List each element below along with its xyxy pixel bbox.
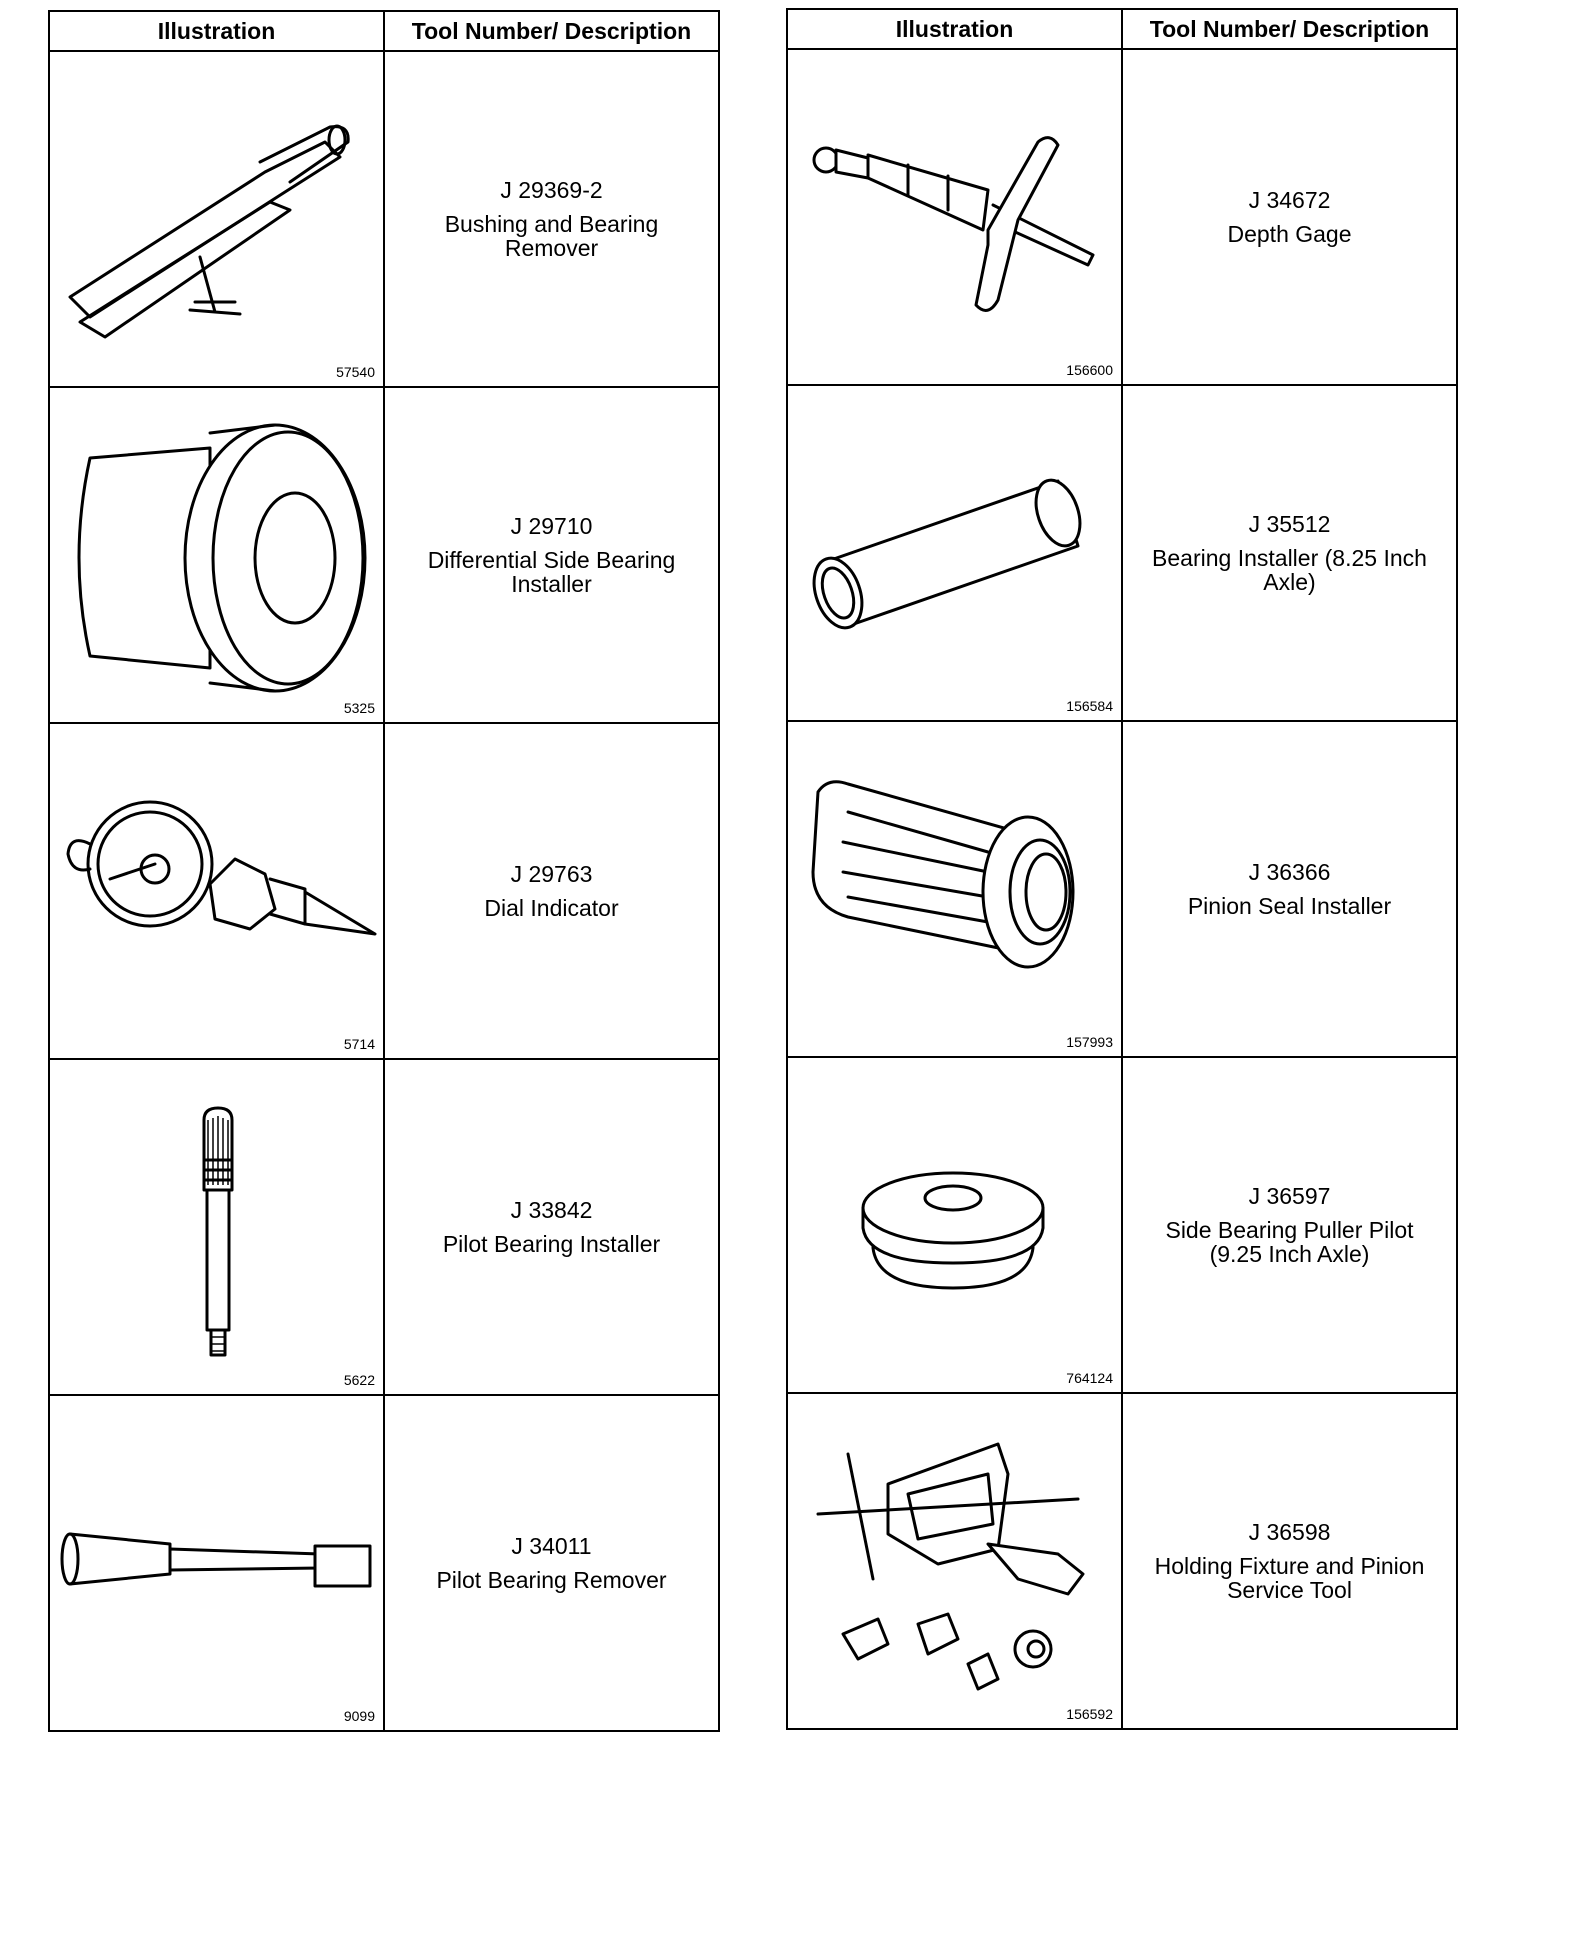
tool-number: J 33842 xyxy=(510,1197,593,1223)
illustration-cell xyxy=(787,1393,1122,1729)
figure-number: 764124 xyxy=(1066,1370,1113,1386)
figure-number: 156600 xyxy=(1066,362,1113,378)
figure-number: 5714 xyxy=(343,1036,375,1052)
figure-number: 57540 xyxy=(336,364,375,380)
illustration-cell xyxy=(787,1057,1122,1393)
illustration-cell xyxy=(787,721,1122,1057)
tool-description: Bushing and Bearing Remover xyxy=(444,211,659,261)
tool-table-left xyxy=(48,10,720,1732)
pilot-bearing-installer-icon xyxy=(50,1060,383,1394)
table-row xyxy=(49,1395,719,1731)
tool-description: Pilot Bearing Remover xyxy=(436,1567,667,1593)
table-row xyxy=(787,49,1457,385)
illustration-cell xyxy=(49,387,384,723)
depth-gage-icon xyxy=(788,50,1121,384)
tool-description: Pilot Bearing Installer xyxy=(442,1231,661,1257)
holding-fixture-icon xyxy=(788,1394,1121,1728)
bushing-bearing-remover-icon xyxy=(50,52,383,386)
illustration-cell xyxy=(49,723,384,1059)
description-cell xyxy=(384,387,719,723)
tool-number: J 29763 xyxy=(510,861,593,887)
tool-description: Pinion Seal Installer xyxy=(1187,893,1392,919)
description-cell xyxy=(384,723,719,1059)
tool-number: J 35512 xyxy=(1248,511,1331,537)
description-cell xyxy=(384,1059,719,1395)
description-header: Tool Number/ Description xyxy=(1122,9,1457,49)
tool-table-right xyxy=(786,8,1458,1730)
description-cell xyxy=(1122,1393,1457,1729)
figure-number: 156592 xyxy=(1066,1706,1113,1722)
figure-number: 5622 xyxy=(343,1372,375,1388)
figure-number: 5325 xyxy=(343,700,375,716)
illustration-cell xyxy=(49,51,384,387)
description-header: Tool Number/ Description xyxy=(384,11,719,51)
tool-description: Side Bearing Puller Pilot (9.25 Inch Axle) xyxy=(1165,1217,1414,1267)
tool-description: Dial Indicator xyxy=(484,895,619,921)
table-row xyxy=(49,51,719,387)
description-cell xyxy=(1122,1057,1457,1393)
figure-number: 156584 xyxy=(1066,698,1113,714)
table-row xyxy=(787,721,1457,1057)
description-cell xyxy=(384,1395,719,1731)
illustration-header: Illustration xyxy=(787,9,1122,49)
illustration-header: Illustration xyxy=(49,11,384,51)
illustration-cell xyxy=(787,385,1122,721)
table-row xyxy=(49,387,719,723)
illustration-cell xyxy=(787,49,1122,385)
tool-description: Differential Side Bearing Installer xyxy=(427,547,676,597)
tool-number: J 29710 xyxy=(510,513,593,539)
header-row xyxy=(49,11,719,51)
pilot-bearing-remover-icon xyxy=(50,1396,383,1730)
tool-number: J 36597 xyxy=(1248,1183,1331,1209)
description-cell xyxy=(1122,385,1457,721)
tool-description: Depth Gage xyxy=(1227,221,1352,247)
header-row xyxy=(787,9,1457,49)
description-cell xyxy=(1122,721,1457,1057)
pinion-seal-installer-icon xyxy=(788,722,1121,1056)
puller-pilot-icon xyxy=(788,1058,1121,1392)
side-bearing-installer-icon xyxy=(50,388,383,722)
description-cell xyxy=(1122,49,1457,385)
table-row xyxy=(49,1059,719,1395)
bearing-installer-tube-icon xyxy=(788,386,1121,720)
tool-number: J 29369-2 xyxy=(500,177,603,203)
table-row xyxy=(787,385,1457,721)
tool-number: J 36366 xyxy=(1248,859,1331,885)
table-row xyxy=(787,1057,1457,1393)
tool-number: J 34672 xyxy=(1248,187,1331,213)
table-row xyxy=(787,1393,1457,1729)
dial-indicator-icon xyxy=(50,724,383,1058)
description-cell xyxy=(384,51,719,387)
illustration-cell xyxy=(49,1395,384,1731)
tool-number: J 36598 xyxy=(1248,1519,1331,1545)
tool-description: Bearing Installer (8.25 Inch Axle) xyxy=(1152,545,1427,595)
tool-description: Holding Fixture and Pinion Service Tool xyxy=(1154,1553,1425,1603)
tool-number: J 34011 xyxy=(511,1533,592,1559)
illustration-cell xyxy=(49,1059,384,1395)
figure-number: 9099 xyxy=(343,1708,375,1724)
table-row xyxy=(49,723,719,1059)
figure-number: 157993 xyxy=(1066,1034,1113,1050)
